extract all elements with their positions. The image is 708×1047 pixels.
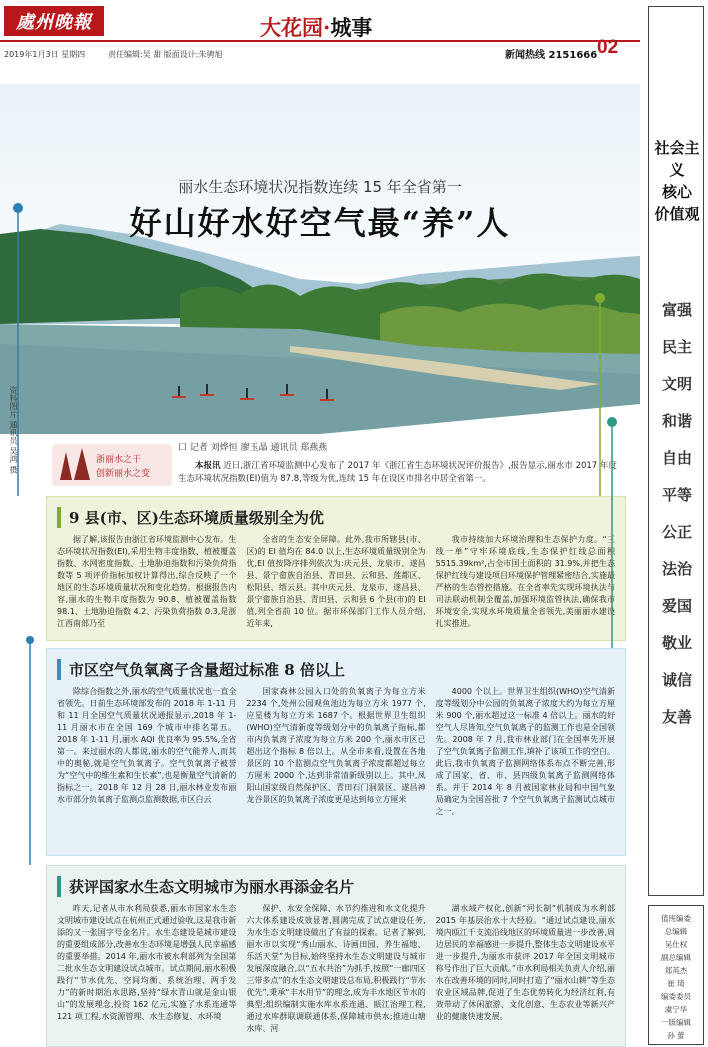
core-values-sidebar	[648, 6, 704, 896]
editorial-staff-box: 值班编委 总编辑 吴仕权 副总编辑 郑英杰 崔 琦 编委委员 虞宁华 一版编辑 孙 蕾	[648, 905, 704, 1045]
byline: 口 记者 刘烨恒 廖玉晶 通讯员 郑燕燕	[178, 443, 328, 453]
section-title: 市区空气负氧离子含量超过标准 8 倍以上	[57, 659, 615, 680]
value-item: 诚信	[661, 671, 692, 689]
section-column: 国家森林公园入口处的负氧离子为每立方米 2234 个,处州公园观鱼池边为每立方米 1977 个,应星楼为每立方米 1687 个。根据世界卫生组织(WHO)空气清新度等级划分中的负氧离子指标,都市内负氧离子浓度为每立方米 200 个,丽水市区已超出这个指标 8 倍以上。从全市来看,设置在各地景区的 10 个监测点空气负氧离子浓度都超过每立方厘米 2000 个,达到非常清新级别以上。其中,凤阳山国家级自然保护区、青田石门洞景区、遂昌神龙谷景区的负氧离子浓度更是达到每立方厘米	[246, 687, 426, 804]
headline-title: 好山好水好空气最“养”人	[129, 204, 511, 242]
section-column: 4000 个以上。世界卫生组织(WHO)空气清新度等级划分中公园的负氧离子浓度大约为每立方厘米 900 个,丽水超过这一标准 4 倍以上。丽水的好空气人尽皆知,空气负氧离子的监测工作也是全国领先。2008 年 7 月,我市林业部门在全国率先开展了空气负氧离子监测工作,填补了该项工作的空白。此后,我市负氧离子监测网络体系布点不断完善,形成了国家、省、市、县四级负氧离子监测网络体系。并于 2014 年 8 月被国家林业局和中国气象局确定为全国首批 7 个空气负氧离子监测试点城市之一。	[435, 687, 615, 816]
value-item: 友善	[661, 708, 692, 726]
value-item: 公正	[661, 523, 692, 541]
section-column: 保护、水安全保障、水节约推进和水文化提升六大体系建设成效显著,圆满完成了试点建设任务,为水生态文明建设做出了有益的探索。记者了解到,丽水市以实现“秀山丽水、诗画田园、养生福地、乐活天堂”为目标,始终坚持水生态文明建设与城市发展深度融合,以“五水共治”为抓手,按照“一廊四区三带多点”的水生态文明建设总布局,积极践行“节水优先”,秉承“丰水用节”的理念,成为丰水地区节水的典型;组织编制实施水库水系连通、瓯江治理工程,通过水库群联调联通体系,保障城市供水;推进山塘水库、河	[246, 904, 426, 1033]
editor-credit: 责任编辑:吴 甜 版面设计:朱骋旭	[108, 50, 223, 59]
section-column: 湖水域产权化,创新“河长制”机制成为水利部 2015 年基层治水十大经验。“通过试点建设,丽水境内瓯江千支流沿线地区的环境质量进一步改善,周边居民的幸福感进一步提升,整体生态文明建设水平进一步提升,为丽水市获评 2017 年全国文明城市称号作出了巨大贡献。”市水利局相关负责人介绍,丽水在改善环境的同时,同时打造了“丽水山耕”等生态农业区域品牌,促进了生态优势转化为经济红利,有效带动了休闲旅游、文化创意、生态农业等新兴产业的健康快速发展。	[435, 904, 615, 1021]
section-name-red: 大花园·	[260, 15, 331, 40]
badge-line2: 创新丽水之变	[96, 469, 151, 479]
section-column: 据了解,该报告由浙江省环境监测中心发布。生态环境状况指数(EI),采用生物丰度指数、植被覆盖指数、水网密度指数、土地胁迫指数和污染负荷指数等 5 项评价指标加权计算得出,综合反映了一个地区的生态环境质量状况和变化趋势。根据报告内容,丽水的生物丰度指数为 90.8、植被覆盖指数 98.1、土地胁迫指数 4.2、污染负荷指数 0.3,是浙江西南部乃至	[57, 535, 237, 628]
section-column: 除综合指数之外,丽水的空气质量状况也一直全省领先。日前生态环境部发布的 2018 年 1-11 月和 11 月全国空气质量状况通报显示,2018 年 1-11 月丽水市在全国 169 个城市中排名第五。2018 年 1-11 月,丽水 AQI 优良率为 95.5%,全省第一。来过丽水的人都说,丽水的空气能养人,而其中的奥秘,就是空气负氧离子。空气负氧离子被誉为“空气中的维生素和生长素”,也是衡量空气清新的指标之一。2018 年 12 月 28 日,丽水林业发布丽水市部分负氧离子监测点监测数据,市区白云	[57, 687, 237, 804]
page-number: 02	[597, 37, 619, 58]
section-title: 获评国家水生态文明城市为丽水再添金名片	[57, 876, 615, 897]
badge-line1: 浙丽水之干	[96, 455, 142, 465]
section-column: 我市持续加大环境治理和生态保护力度。“三线一单”守牢环境底线,生态保护红线总面积 5515.39km²,占全市国土面积的 31.9%,并把生态保护红线与建设项目环境保护管理紧密结合,实施最严格的生态管控措施。在全省率先实现环境执法与司法联动机制全覆盖,加强环境监管执法,确保我市环境安全,实现水环境质量全省领先,美丽丽水建设扎实推进。	[435, 535, 615, 628]
lead-prefix: 本报讯	[195, 461, 221, 471]
value-item: 自由	[661, 449, 692, 467]
sidebar-title: 社会主义 核心 价值观	[654, 139, 700, 223]
photo-credit: 资料图片 通讯员 吴鸿 摄	[9, 386, 18, 474]
lead-text: 近日,浙江省环境监测中心发布了 2017 年《浙江省生态环境状况评价报告》,报告显示,丽水市 2017 年度生态环境状况指数(EI)值为 87.8,等级为优,连续 15 年在设区市排名中居全省第一。	[178, 461, 617, 484]
issue-date: 2019年1月3日 星期四	[4, 50, 86, 59]
value-item: 民主	[661, 338, 692, 356]
section-name-black: 城事	[330, 15, 373, 40]
value-item: 平等	[661, 486, 692, 504]
value-item: 和谐	[661, 412, 692, 430]
value-item: 法治	[661, 560, 692, 578]
newspaper-logo: 處州晚報	[4, 6, 104, 36]
news-hotline: 新闻热线 2151666	[505, 50, 598, 61]
section-column: 昨天,记者从市水利局获悉,丽水市国家水生态文明城市建设试点在杭州正式通过验收,这是我市新添的又一张国字号金名片。水生态建设是城市建设的重要组成部分,改善水生态环境是增强人民幸福感的重要举措。2014 年,丽水市被水利部列为全国第二批水生态文明建设试点城市。试点期间,丽水积极践行“节水优先、空间均衡、系统治理、两手发力”的新时期治水思路,坚持“绿水青山就是金山银山”的发展理念,投资 162 亿元,实施了水系连通等 121 项工程,水资源管理、水生态修复、水环境	[57, 904, 237, 1021]
value-item: 爱国	[661, 597, 692, 615]
value-item: 敬业	[661, 634, 692, 652]
value-item: 文明	[661, 375, 692, 393]
headline-subtitle: 丽水生态环境状况指数连续 15 年全省第一	[178, 178, 462, 196]
section-title: 9 县(市、区)生态环境质量级别全为优	[57, 507, 615, 528]
section-column: 全省的生态安全屏障。此外,我市所辖县(市、区)的 EI 值均在 84.0 以上,生态环境质量级别全为优,EI 值按降序排列依次为:庆元县、龙泉市、遂昌县、景宁畲族自治县、青田县、云和县、莲都区、松阳县、缙云县。其中庆元县、龙泉市、遂昌县、景宁畲族自治县、青田县、云和县 6 个县(市)的 EI 值,列全省前 10 位。据市环保部门工作人员介绍,近年来,	[246, 535, 426, 628]
sidebar-values	[649, 292, 705, 736]
value-item: 富强	[661, 301, 692, 319]
